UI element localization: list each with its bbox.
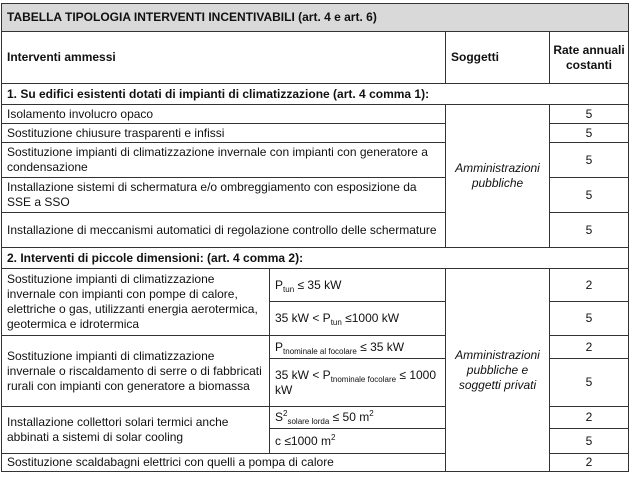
condition-superscript: 2 <box>369 409 374 418</box>
rate-value: 5 <box>550 302 629 336</box>
condition-superscript: 2 <box>330 432 336 442</box>
table-row <box>2 105 629 124</box>
rate-value: 5 <box>550 213 629 248</box>
rate-value: 5 <box>550 124 629 143</box>
intervento-text: Isolamento involucro opaco <box>2 105 446 124</box>
rate-value: 2 <box>550 407 629 429</box>
header-interventi: Interventi ammessi <box>2 32 446 84</box>
table-row <box>2 269 629 302</box>
condition-cell <box>270 269 446 302</box>
section2-heading: 2. Interventi di piccole dimensioni: (art. 4 comma 2): <box>2 248 629 269</box>
condition-text: c ≤1000 m <box>275 433 331 448</box>
section2-heading-row <box>2 248 629 269</box>
intervento-text: Sostituzione impianti di climatizzazione invernale con impianti con generatore a condensazione <box>2 143 446 178</box>
intervento-text: Installazione collettori solari termici anche abbinati a sistemi di solar cooling <box>2 407 270 454</box>
condition-subscript: solare lorda <box>287 417 330 426</box>
intervento-text: Sostituzione impianti di climatizzazione invernale con impianti con pompe di calore, elettriche o gas, utilizzanti energia aerotermica, geotermica e idrotermica <box>2 269 270 336</box>
rate-value: 5 <box>550 359 629 407</box>
condition-text: 35 kW < P <box>275 311 331 325</box>
soggetti-section1: Amministrazioni pubbliche <box>446 105 550 248</box>
condition-cell <box>270 359 446 407</box>
condition-cell <box>270 302 446 336</box>
rate-value: 2 <box>550 269 629 302</box>
condition-text: S <box>275 410 284 424</box>
condition-subscript: tnominale al focolare <box>283 346 357 356</box>
incentive-table <box>1 3 629 472</box>
intervento-text: Sostituzione scaldabagni elettrici con quelli a pompa di calore <box>2 454 446 472</box>
condition-subscript: tnominale focolare <box>330 374 397 384</box>
intervento-text: Sostituzione chiusure trasparenti e infissi <box>2 124 446 143</box>
header-row <box>2 32 629 84</box>
intervento-text: Sostituzione impianti di climatizzazione invernale o riscaldamento di serre o di fabbricati rurali con impianti con generatore a biomassa <box>2 336 270 407</box>
condition-subscript: tun <box>283 284 295 294</box>
table-title: TABELLA TIPOLOGIA INTERVENTI INCENTIVABILI (art. 4 e art. 6) <box>2 4 629 32</box>
condition-text: ≤ 1000 kW <box>275 367 437 397</box>
condition-text: 35 kW < P <box>275 367 331 382</box>
rate-value: 5 <box>550 143 629 178</box>
title-row <box>2 4 629 32</box>
intervento-text: Installazione di meccanismi automatici di regolazione controllo delle schermature <box>2 213 446 248</box>
condition-text: ≤1000 kW <box>341 311 400 325</box>
section1-heading: 1. Su edifici esistenti dotati di impianti di climatizzazione (art. 4 comma 1): <box>2 84 629 105</box>
intervento-text: Installazione sistemi di schermatura e/o ombreggiamento con esposizione da SSE a SSO <box>2 178 446 213</box>
condition-subscript: tun <box>330 318 342 327</box>
header-soggetti: Soggetti <box>446 32 550 84</box>
condition-text: ≤ 35 kW <box>356 339 405 354</box>
rate-value: 2 <box>550 454 629 472</box>
section1-heading-row <box>2 84 629 105</box>
rate-value: 5 <box>550 429 629 454</box>
rate-value: 5 <box>550 105 629 124</box>
rate-value: 2 <box>550 336 629 359</box>
condition-text: P <box>275 339 284 354</box>
condition-cell <box>270 407 446 429</box>
soggetti-section2: Amministrazioni pubbliche e soggetti privati <box>446 269 550 472</box>
header-rate: Rate annuali costanti <box>550 32 629 84</box>
condition-cell <box>270 429 446 454</box>
rate-value: 5 <box>550 178 629 213</box>
condition-text: ≤ 35 kW <box>294 277 342 292</box>
condition-text: P <box>275 277 284 292</box>
condition-text: ≤ 50 m <box>329 410 370 424</box>
condition-cell <box>270 336 446 359</box>
condition-superscript: 2 <box>283 409 288 418</box>
